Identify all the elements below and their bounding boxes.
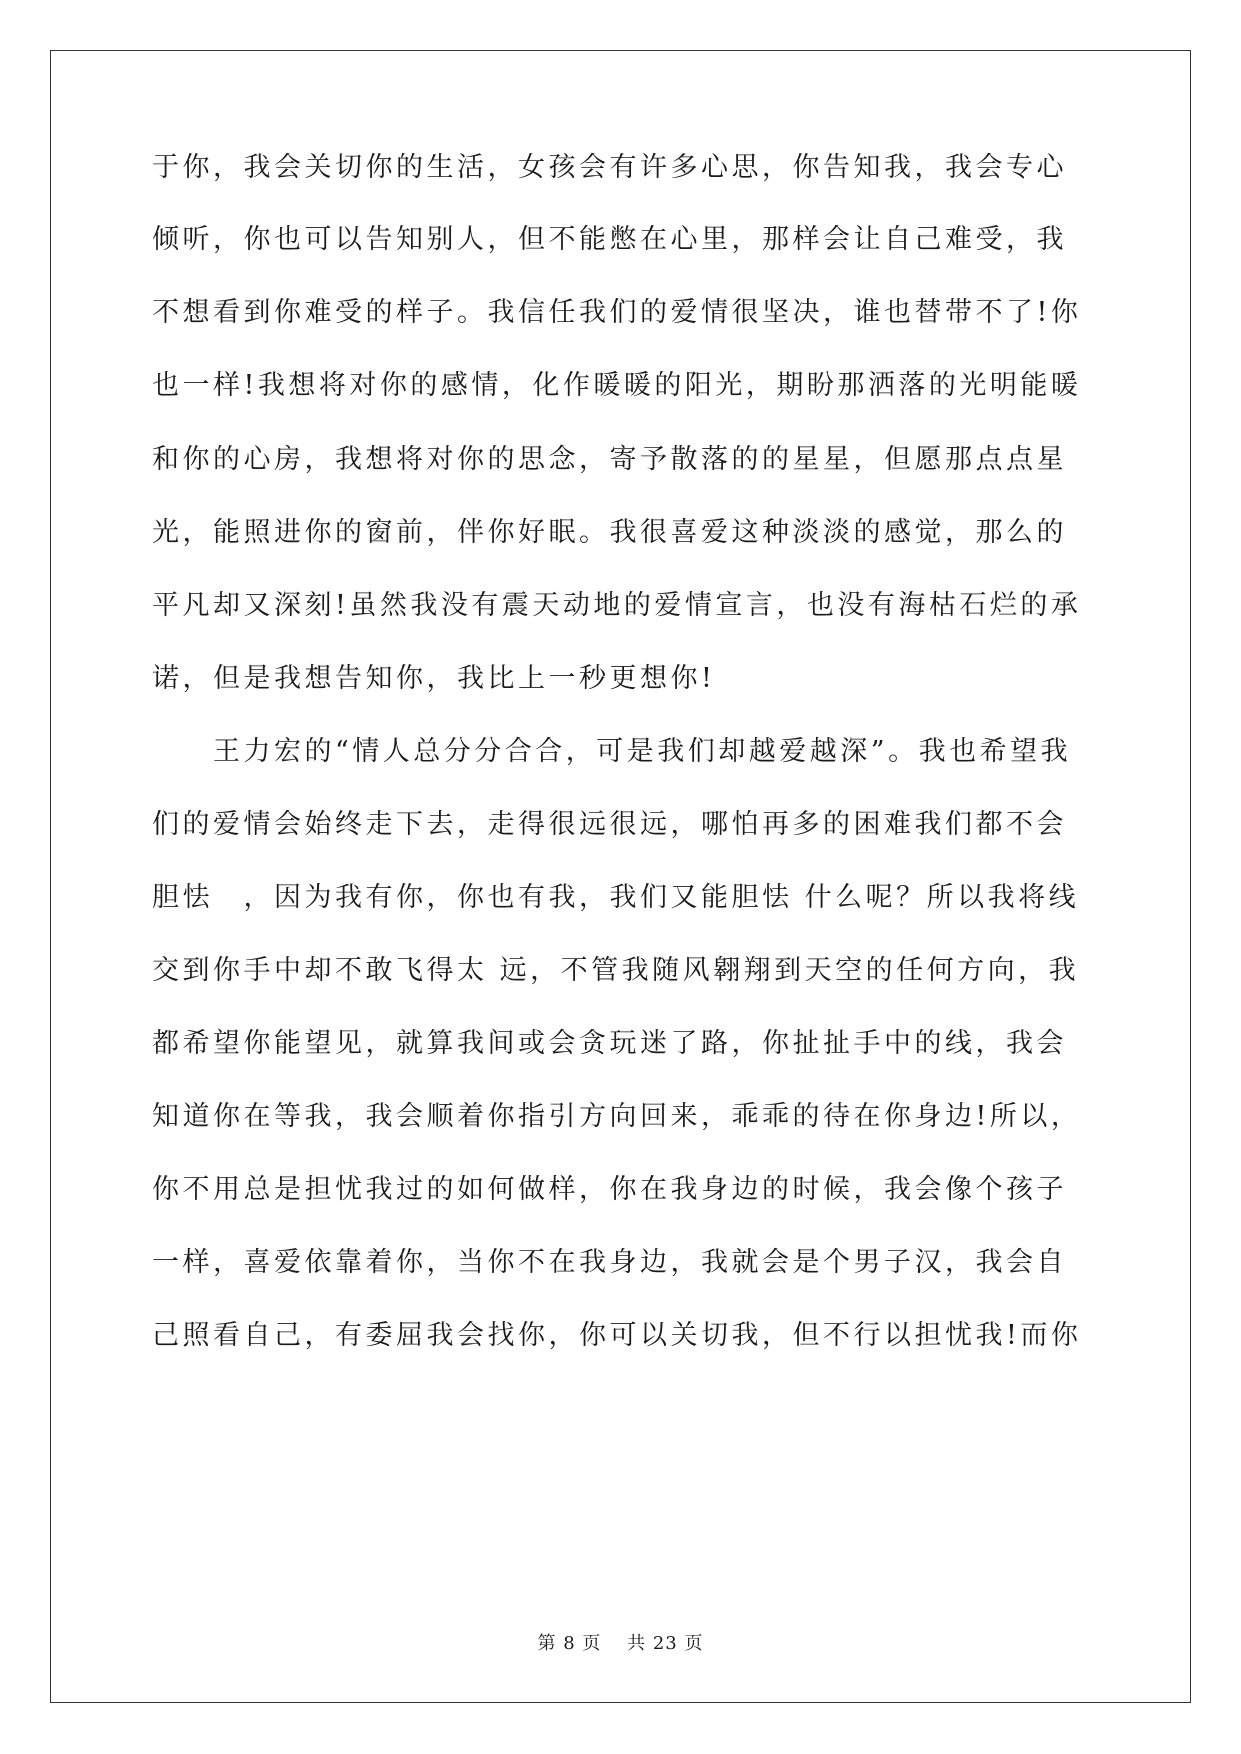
text-line: 知道你在等我，我会顺着你指引方向回来，乖乖的待在你身边!所以， xyxy=(152,1101,1082,1132)
text-line: 不想看到你难受的样子。我信任我们的爱情很坚决，谁也替带不了!你 xyxy=(152,297,1082,328)
text-line: 倾听，你也可以告知别人，但不能憋在心里，那样会让自己难受，我 xyxy=(152,224,1067,255)
text-line: 交到你手中却不敢飞得太 远，不管我随风翱翔到天空的任何方向，我 xyxy=(152,955,1080,986)
text-line: 己照看自己，有委屈我会找你，你可以关切我，但不行以担忧我!而你 xyxy=(152,1320,1082,1351)
text-line: 于你，我会关切你的生活，女孩会有许多心思，你告知我，我会专心 xyxy=(152,152,1067,183)
text-line: 你不用总是担忧我过的如何做样，你在我身边的时候，我会像个孩子 xyxy=(152,1174,1067,1205)
text-line: 一样，喜爱依靠着你，当你不在我身边，我就会是个男子汉，我会自 xyxy=(152,1247,1067,1278)
page-number: 第 8 页 共 23 页 xyxy=(537,1633,704,1654)
text-line: 王力宏的“情人总分分合合，可是我们却越爱越深”。我也希望我 xyxy=(152,736,1072,767)
text-line: 平凡却又深刻!虽然我没有震天动地的爱情宣言，也没有海枯石烂的承 xyxy=(152,590,1082,621)
text-line: 和你的心房，我想将对你的思念，寄予散落的的星星，但愿那点点星 xyxy=(152,444,1067,475)
text-line: 胆怯 ，因为我有你，你也有我，我们又能胆怯 什么呢？所以我将线 xyxy=(152,882,1080,913)
text-line: 诺，但是我想告知你，我比上一秒更想你! xyxy=(152,663,716,694)
text-line: 都希望你能望见，就算我间或会贪玩迷了路，你扯扯手中的线，我会 xyxy=(152,1028,1067,1059)
text-line: 光，能照进你的窗前，伴你好眠。我很喜爱这种淡淡的感觉，那么的 xyxy=(152,517,1067,548)
text-line: 也一样!我想将对你的感情，化作暖暖的阳光，期盼那洒落的光明能暖 xyxy=(152,370,1082,401)
text-line: 们的爱情会始终走下去，走得很远很远，哪怕再多的困难我们都不会 xyxy=(152,809,1067,840)
